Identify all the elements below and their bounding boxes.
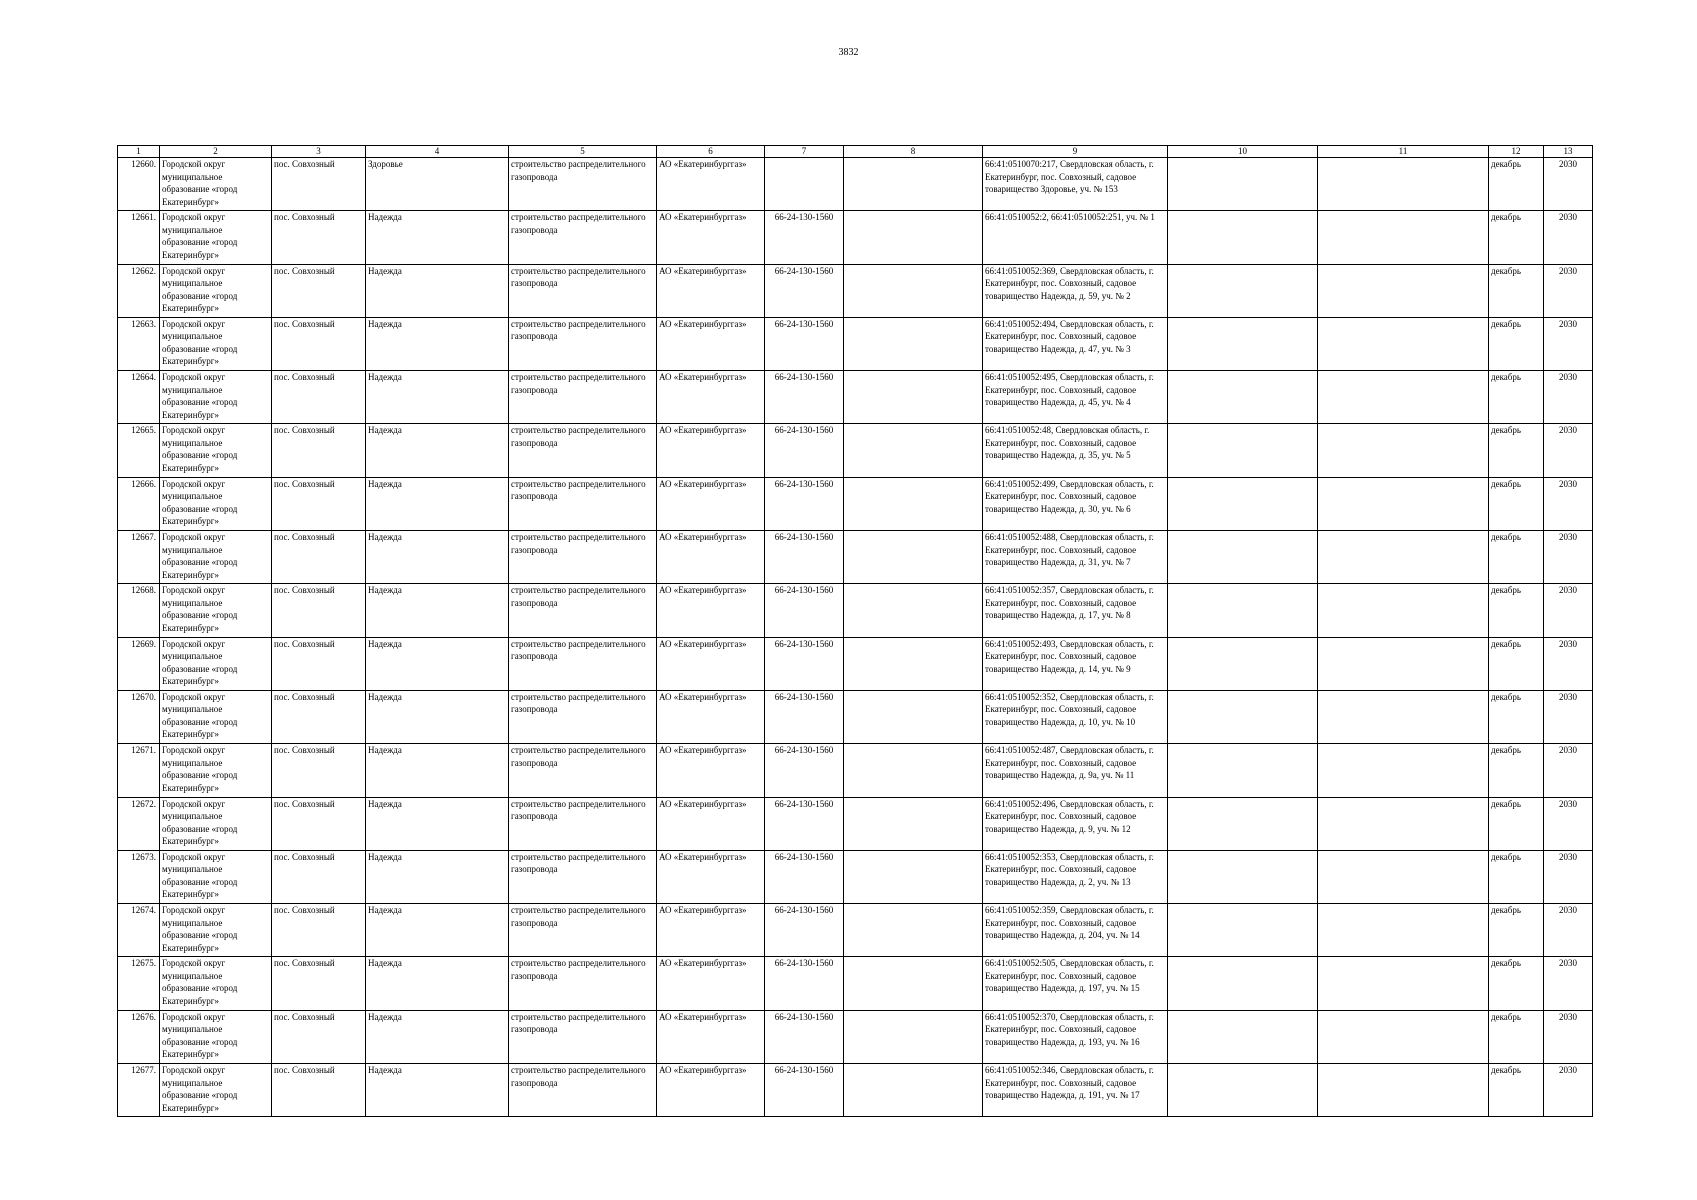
table-row (118, 1064, 1593, 1117)
settlement-cell: пос. Совхозный (272, 904, 366, 957)
object-cell: Надежда (366, 584, 509, 637)
table-row (118, 158, 1593, 211)
cadastre-address-cell: 66:41:0510052:369, Свердловская область, г. Екатеринбург, пос. Совхозный, садовое товарищество Надежда, д. 59, уч. № 2 (983, 264, 1168, 317)
cadastre-address-cell: 66:41:0510052:493, Свердловская область, г. Екатеринбург, пос. Совхозный, садовое товарищество Надежда, д. 14, уч. № 9 (983, 637, 1168, 690)
year-cell: 2030 (1544, 637, 1593, 690)
organization-cell: АО «Екатеринбурггаз» (657, 1010, 765, 1063)
data-table (117, 145, 1593, 1117)
column-10-cell (1168, 690, 1318, 743)
code-cell: 66-24-130-1560 (765, 690, 844, 743)
municipality-cell: Городской округ муниципальное образование «город Екатеринбург» (160, 584, 272, 637)
municipality-cell: Городской округ муниципальное образование «город Екатеринбург» (160, 477, 272, 530)
row-number: 12667. (118, 531, 160, 584)
column-header-1: 1 (118, 146, 160, 158)
code-cell: 66-24-130-1560 (765, 637, 844, 690)
column-11-cell (1318, 531, 1489, 584)
object-cell: Надежда (366, 317, 509, 370)
organization-cell: АО «Екатеринбурггаз» (657, 317, 765, 370)
code-cell (765, 158, 844, 211)
column-11-cell (1318, 584, 1489, 637)
cadastre-address-cell: 66:41:0510052:357, Свердловская область, г. Екатеринбург, пос. Совхозный, садовое товарищество Надежда, д. 17, уч. № 8 (983, 584, 1168, 637)
year-cell: 2030 (1544, 424, 1593, 477)
code-cell: 66-24-130-1560 (765, 211, 844, 264)
code-cell: 66-24-130-1560 (765, 584, 844, 637)
cadastre-address-cell: 66:41:0510052:353, Свердловская область, г. Екатеринбург, пос. Совхозный, садовое товарищество Надежда, д. 2, уч. № 13 (983, 850, 1168, 903)
month-cell: декабрь (1489, 371, 1544, 424)
column-8-cell (844, 797, 983, 850)
table-row (118, 371, 1593, 424)
year-cell: 2030 (1544, 584, 1593, 637)
month-cell: декабрь (1489, 904, 1544, 957)
object-cell: Надежда (366, 797, 509, 850)
year-cell: 2030 (1544, 744, 1593, 797)
row-number: 12670. (118, 690, 160, 743)
organization-cell: АО «Екатеринбурггаз» (657, 957, 765, 1010)
work-type-cell: строительство распределительного газопровода (509, 797, 657, 850)
code-cell: 66-24-130-1560 (765, 957, 844, 1010)
work-type-cell: строительство распределительного газопровода (509, 371, 657, 424)
year-cell: 2030 (1544, 904, 1593, 957)
settlement-cell: пос. Совхозный (272, 690, 366, 743)
year-cell: 2030 (1544, 531, 1593, 584)
month-cell: декабрь (1489, 957, 1544, 1010)
row-number: 12673. (118, 850, 160, 903)
column-11-cell (1318, 264, 1489, 317)
settlement-cell: пос. Совхозный (272, 1064, 366, 1117)
row-number: 12668. (118, 584, 160, 637)
work-type-cell: строительство распределительного газопровода (509, 957, 657, 1010)
column-8-cell (844, 211, 983, 264)
year-cell: 2030 (1544, 797, 1593, 850)
object-cell: Надежда (366, 531, 509, 584)
object-cell: Надежда (366, 904, 509, 957)
row-number: 12664. (118, 371, 160, 424)
table-row (118, 424, 1593, 477)
cadastre-address-cell: 66:41:0510052:496, Свердловская область, г. Екатеринбург, пос. Совхозный, садовое товарищество Надежда, д. 9, уч. № 12 (983, 797, 1168, 850)
row-number: 12666. (118, 477, 160, 530)
column-11-cell (1318, 850, 1489, 903)
column-header-12: 12 (1489, 146, 1544, 158)
object-cell: Надежда (366, 477, 509, 530)
column-10-cell (1168, 1010, 1318, 1063)
cadastre-address-cell: 66:41:0510052:505, Свердловская область, г. Екатеринбург, пос. Совхозный, садовое товарищество Надежда, д. 197, уч. № 15 (983, 957, 1168, 1010)
table-row (118, 531, 1593, 584)
settlement-cell: пос. Совхозный (272, 957, 366, 1010)
settlement-cell: пос. Совхозный (272, 477, 366, 530)
column-10-cell (1168, 317, 1318, 370)
column-10-cell (1168, 531, 1318, 584)
code-cell: 66-24-130-1560 (765, 424, 844, 477)
month-cell: декабрь (1489, 477, 1544, 530)
settlement-cell: пос. Совхозный (272, 264, 366, 317)
code-cell: 66-24-130-1560 (765, 477, 844, 530)
column-11-cell (1318, 1010, 1489, 1063)
row-number: 12663. (118, 317, 160, 370)
organization-cell: АО «Екатеринбурггаз» (657, 637, 765, 690)
year-cell: 2030 (1544, 957, 1593, 1010)
column-11-cell (1318, 637, 1489, 690)
code-cell: 66-24-130-1560 (765, 904, 844, 957)
settlement-cell: пос. Совхозный (272, 371, 366, 424)
municipality-cell: Городской округ муниципальное образование «город Екатеринбург» (160, 371, 272, 424)
object-cell: Надежда (366, 424, 509, 477)
work-type-cell: строительство распределительного газопровода (509, 690, 657, 743)
object-cell: Надежда (366, 1010, 509, 1063)
work-type-cell: строительство распределительного газопровода (509, 424, 657, 477)
work-type-cell: строительство распределительного газопровода (509, 317, 657, 370)
organization-cell: АО «Екатеринбурггаз» (657, 424, 765, 477)
column-10-cell (1168, 797, 1318, 850)
column-10-cell (1168, 264, 1318, 317)
month-cell: декабрь (1489, 850, 1544, 903)
municipality-cell: Городской округ муниципальное образование «город Екатеринбург» (160, 1010, 272, 1063)
year-cell: 2030 (1544, 690, 1593, 743)
cadastre-address-cell: 66:41:0510052:2, 66:41:0510052:251, уч. № 1 (983, 211, 1168, 264)
municipality-cell: Городской округ муниципальное образование «город Екатеринбург» (160, 211, 272, 264)
work-type-cell: строительство распределительного газопровода (509, 477, 657, 530)
table-row (118, 584, 1593, 637)
column-10-cell (1168, 477, 1318, 530)
code-cell: 66-24-130-1560 (765, 317, 844, 370)
column-8-cell (844, 1010, 983, 1063)
object-cell: Надежда (366, 211, 509, 264)
organization-cell: АО «Екатеринбурггаз» (657, 690, 765, 743)
settlement-cell: пос. Совхозный (272, 531, 366, 584)
column-8-cell (844, 690, 983, 743)
row-number: 12665. (118, 424, 160, 477)
column-8-cell (844, 158, 983, 211)
work-type-cell: строительство распределительного газопровода (509, 264, 657, 317)
code-cell: 66-24-130-1560 (765, 1064, 844, 1117)
table-row (118, 744, 1593, 797)
cadastre-address-cell: 66:41:0510052:48, Свердловская область, г. Екатеринбург, пос. Совхозный, садовое товарищество Надежда, д. 35, уч. № 5 (983, 424, 1168, 477)
organization-cell: АО «Екатеринбурггаз» (657, 264, 765, 317)
work-type-cell: строительство распределительного газопровода (509, 584, 657, 637)
row-number: 12669. (118, 637, 160, 690)
column-8-cell (844, 904, 983, 957)
column-11-cell (1318, 690, 1489, 743)
column-header-9: 9 (983, 146, 1168, 158)
municipality-cell: Городской округ муниципальное образование «город Екатеринбург» (160, 690, 272, 743)
column-8-cell (844, 850, 983, 903)
column-header-3: 3 (272, 146, 366, 158)
organization-cell: АО «Екатеринбурггаз» (657, 744, 765, 797)
row-number: 12674. (118, 904, 160, 957)
column-header-11: 11 (1318, 146, 1489, 158)
object-cell: Надежда (366, 690, 509, 743)
code-cell: 66-24-130-1560 (765, 1010, 844, 1063)
month-cell: декабрь (1489, 744, 1544, 797)
column-8-cell (844, 317, 983, 370)
column-header-6: 6 (657, 146, 765, 158)
table-row (118, 957, 1593, 1010)
month-cell: декабрь (1489, 797, 1544, 850)
month-cell: декабрь (1489, 264, 1544, 317)
column-11-cell (1318, 424, 1489, 477)
page-number: 3832 (838, 47, 859, 58)
municipality-cell: Городской округ муниципальное образование «город Екатеринбург» (160, 1064, 272, 1117)
month-cell: декабрь (1489, 637, 1544, 690)
cadastre-address-cell: 66:41:0510052:494, Свердловская область, г. Екатеринбург, пос. Совхозный, садовое товарищество Надежда, д. 47, уч. № 3 (983, 317, 1168, 370)
row-number: 12677. (118, 1064, 160, 1117)
table-body (118, 158, 1593, 1117)
month-cell: декабрь (1489, 690, 1544, 743)
municipality-cell: Городской округ муниципальное образование «город Екатеринбург» (160, 637, 272, 690)
organization-cell: АО «Екатеринбурггаз» (657, 211, 765, 264)
column-8-cell (844, 744, 983, 797)
column-10-cell (1168, 158, 1318, 211)
year-cell: 2030 (1544, 317, 1593, 370)
row-number: 12662. (118, 264, 160, 317)
column-8-cell (844, 477, 983, 530)
month-cell: декабрь (1489, 424, 1544, 477)
code-cell: 66-24-130-1560 (765, 531, 844, 584)
table-row (118, 850, 1593, 903)
row-number: 12661. (118, 211, 160, 264)
column-8-cell (844, 1064, 983, 1117)
column-11-cell (1318, 211, 1489, 264)
column-11-cell (1318, 957, 1489, 1010)
settlement-cell: пос. Совхозный (272, 158, 366, 211)
column-10-cell (1168, 904, 1318, 957)
column-11-cell (1318, 1064, 1489, 1117)
row-number: 12676. (118, 1010, 160, 1063)
cadastre-address-cell: 66:41:0510052:499, Свердловская область, г. Екатеринбург, пос. Совхозный, садовое товарищество Надежда, д. 30, уч. № 6 (983, 477, 1168, 530)
column-11-cell (1318, 904, 1489, 957)
code-cell: 66-24-130-1560 (765, 744, 844, 797)
object-cell: Здоровье (366, 158, 509, 211)
organization-cell: АО «Екатеринбурггаз» (657, 531, 765, 584)
column-8-cell (844, 531, 983, 584)
column-header-2: 2 (160, 146, 272, 158)
column-11-cell (1318, 797, 1489, 850)
cadastre-address-cell: 66:41:0510052:352, Свердловская область, г. Екатеринбург, пос. Совхозный, садовое товарищество Надежда, д. 10, уч. № 10 (983, 690, 1168, 743)
column-10-cell (1168, 584, 1318, 637)
cadastre-address-cell: 66:41:0510052:359, Свердловская область, г. Екатеринбург, пос. Совхозный, садовое товарищество Надежда, д. 204, уч. № 14 (983, 904, 1168, 957)
work-type-cell: строительство распределительного газопровода (509, 531, 657, 584)
municipality-cell: Городской округ муниципальное образование «город Екатеринбург» (160, 904, 272, 957)
column-8-cell (844, 637, 983, 690)
column-8-cell (844, 371, 983, 424)
cadastre-address-cell: 66:41:0510052:487, Свердловская область, г. Екатеринбург, пос. Совхозный, садовое товарищество Надежда, д. 9а, уч. № 11 (983, 744, 1168, 797)
table-row (118, 690, 1593, 743)
settlement-cell: пос. Совхозный (272, 744, 366, 797)
year-cell: 2030 (1544, 211, 1593, 264)
code-cell: 66-24-130-1560 (765, 371, 844, 424)
row-number: 12660. (118, 158, 160, 211)
organization-cell: АО «Екатеринбурггаз» (657, 1064, 765, 1117)
code-cell: 66-24-130-1560 (765, 850, 844, 903)
column-8-cell (844, 424, 983, 477)
column-10-cell (1168, 211, 1318, 264)
work-type-cell: строительство распределительного газопровода (509, 1010, 657, 1063)
organization-cell: АО «Екатеринбурггаз» (657, 584, 765, 637)
month-cell: декабрь (1489, 531, 1544, 584)
month-cell: декабрь (1489, 1064, 1544, 1117)
municipality-cell: Городской округ муниципальное образование «город Екатеринбург» (160, 797, 272, 850)
object-cell: Надежда (366, 637, 509, 690)
settlement-cell: пос. Совхозный (272, 637, 366, 690)
work-type-cell: строительство распределительного газопровода (509, 1064, 657, 1117)
month-cell: декабрь (1489, 211, 1544, 264)
row-number: 12671. (118, 744, 160, 797)
municipality-cell: Городской округ муниципальное образование «город Екатеринбург» (160, 317, 272, 370)
organization-cell: АО «Екатеринбурггаз» (657, 904, 765, 957)
cadastre-address-cell: 66:41:0510070:217, Свердловская область, г. Екатеринбург, пос. Совхозный, садовое товарищество Здоровье, уч. № 153 (983, 158, 1168, 211)
year-cell: 2030 (1544, 371, 1593, 424)
year-cell: 2030 (1544, 158, 1593, 211)
work-type-cell: строительство распределительного газопровода (509, 904, 657, 957)
table-header-row (118, 146, 1593, 158)
work-type-cell: строительство распределительного газопровода (509, 158, 657, 211)
column-11-cell (1318, 158, 1489, 211)
settlement-cell: пос. Совхозный (272, 584, 366, 637)
column-10-cell (1168, 637, 1318, 690)
table-row (118, 317, 1593, 370)
column-10-cell (1168, 957, 1318, 1010)
row-number: 12672. (118, 797, 160, 850)
column-11-cell (1318, 744, 1489, 797)
object-cell: Надежда (366, 957, 509, 1010)
column-8-cell (844, 264, 983, 317)
work-type-cell: строительство распределительного газопровода (509, 211, 657, 264)
table-row (118, 264, 1593, 317)
year-cell: 2030 (1544, 1010, 1593, 1063)
table-row (118, 797, 1593, 850)
month-cell: декабрь (1489, 584, 1544, 637)
municipality-cell: Городской округ муниципальное образование «город Екатеринбург» (160, 744, 272, 797)
municipality-cell: Городской округ муниципальное образование «город Екатеринбург» (160, 158, 272, 211)
organization-cell: АО «Екатеринбурггаз» (657, 371, 765, 424)
month-cell: декабрь (1489, 1010, 1544, 1063)
settlement-cell: пос. Совхозный (272, 317, 366, 370)
column-10-cell (1168, 1064, 1318, 1117)
column-10-cell (1168, 744, 1318, 797)
row-number: 12675. (118, 957, 160, 1010)
column-11-cell (1318, 317, 1489, 370)
municipality-cell: Городской округ муниципальное образование «город Екатеринбург» (160, 424, 272, 477)
month-cell: декабрь (1489, 317, 1544, 370)
work-type-cell: строительство распределительного газопровода (509, 850, 657, 903)
object-cell: Надежда (366, 744, 509, 797)
settlement-cell: пос. Совхозный (272, 211, 366, 264)
column-header-7: 7 (765, 146, 844, 158)
column-8-cell (844, 584, 983, 637)
code-cell: 66-24-130-1560 (765, 264, 844, 317)
cadastre-address-cell: 66:41:0510052:495, Свердловская область, г. Екатеринбург, пос. Совхозный, садовое товарищество Надежда, д. 45, уч. № 4 (983, 371, 1168, 424)
organization-cell: АО «Екатеринбурггаз» (657, 477, 765, 530)
work-type-cell: строительство распределительного газопровода (509, 744, 657, 797)
organization-cell: АО «Екатеринбурггаз» (657, 850, 765, 903)
table-row (118, 211, 1593, 264)
work-type-cell: строительство распределительного газопровода (509, 637, 657, 690)
column-11-cell (1318, 477, 1489, 530)
year-cell: 2030 (1544, 264, 1593, 317)
settlement-cell: пос. Совхозный (272, 424, 366, 477)
object-cell: Надежда (366, 264, 509, 317)
organization-cell: АО «Екатеринбурггаз» (657, 797, 765, 850)
column-10-cell (1168, 424, 1318, 477)
column-header-13: 13 (1544, 146, 1593, 158)
cadastre-address-cell: 66:41:0510052:488, Свердловская область, г. Екатеринбург, пос. Совхозный, садовое товарищество Надежда, д. 31, уч. № 7 (983, 531, 1168, 584)
code-cell: 66-24-130-1560 (765, 797, 844, 850)
column-header-10: 10 (1168, 146, 1318, 158)
year-cell: 2030 (1544, 1064, 1593, 1117)
column-10-cell (1168, 850, 1318, 903)
year-cell: 2030 (1544, 850, 1593, 903)
column-11-cell (1318, 371, 1489, 424)
table-row (118, 904, 1593, 957)
table-row (118, 637, 1593, 690)
municipality-cell: Городской округ муниципальное образование «город Екатеринбург» (160, 850, 272, 903)
cadastre-address-cell: 66:41:0510052:346, Свердловская область, г. Екатеринбург, пос. Совхозный, садовое товарищество Надежда, д. 191, уч. № 17 (983, 1064, 1168, 1117)
municipality-cell: Городской округ муниципальное образование «город Екатеринбург» (160, 531, 272, 584)
column-10-cell (1168, 371, 1318, 424)
object-cell: Надежда (366, 850, 509, 903)
column-header-4: 4 (366, 146, 509, 158)
object-cell: Надежда (366, 371, 509, 424)
cadastre-address-cell: 66:41:0510052:370, Свердловская область, г. Екатеринбург, пос. Совхозный, садовое товарищество Надежда, д. 193, уч. № 16 (983, 1010, 1168, 1063)
month-cell: декабрь (1489, 158, 1544, 211)
column-header-8: 8 (844, 146, 983, 158)
object-cell: Надежда (366, 1064, 509, 1117)
table-row (118, 1010, 1593, 1063)
column-header-5: 5 (509, 146, 657, 158)
settlement-cell: пос. Совхозный (272, 850, 366, 903)
table-row (118, 477, 1593, 530)
year-cell: 2030 (1544, 477, 1593, 530)
settlement-cell: пос. Совхозный (272, 1010, 366, 1063)
municipality-cell: Городской округ муниципальное образование «город Екатеринбург» (160, 264, 272, 317)
organization-cell: АО «Екатеринбурггаз» (657, 158, 765, 211)
column-8-cell (844, 957, 983, 1010)
settlement-cell: пос. Совхозный (272, 797, 366, 850)
municipality-cell: Городской округ муниципальное образование «город Екатеринбург» (160, 957, 272, 1010)
